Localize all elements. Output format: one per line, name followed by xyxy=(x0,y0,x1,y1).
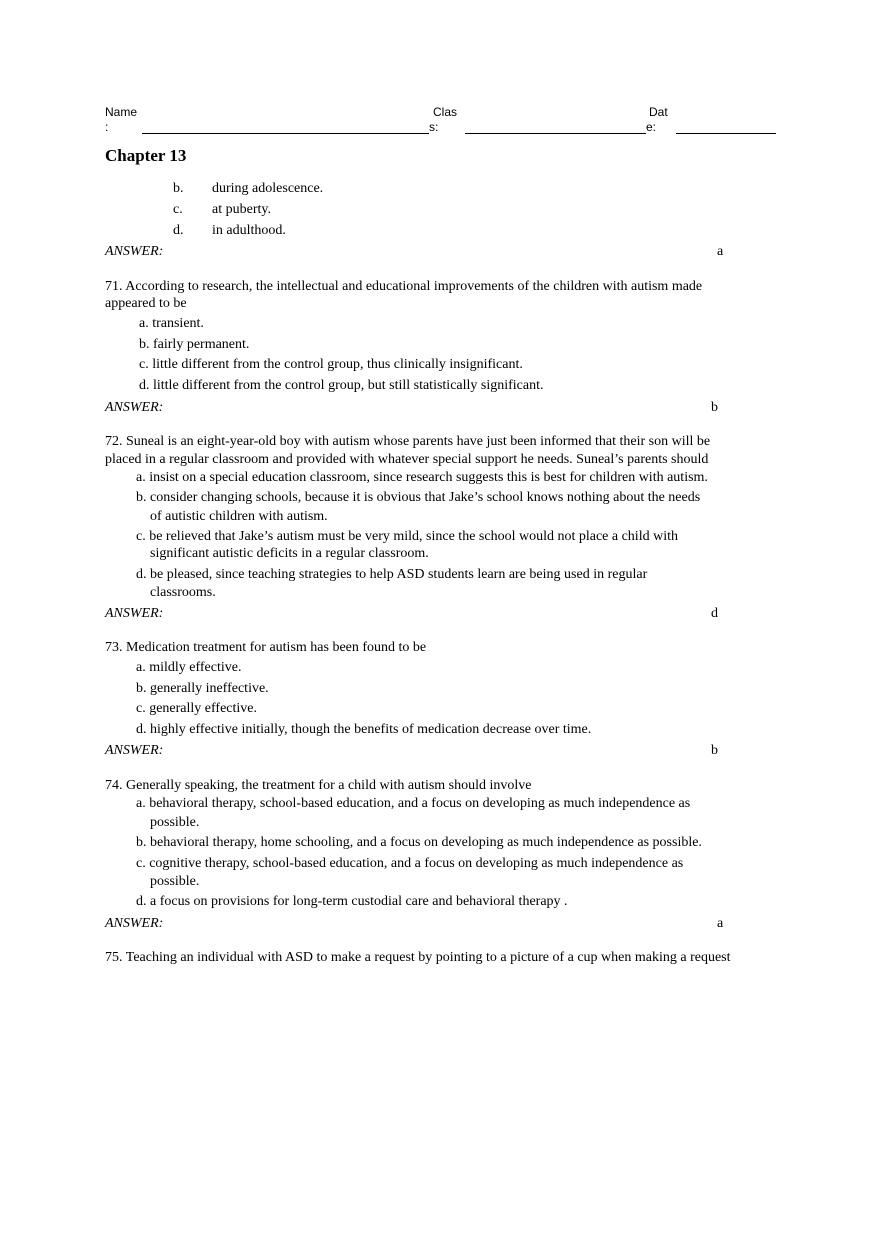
name-label: Name xyxy=(105,105,138,119)
choice: b. generally ineffective. xyxy=(136,681,269,696)
choice: d. a focus on provisions for long-term custodial care and behavioral therapy . xyxy=(136,894,568,909)
date-field-line xyxy=(676,133,776,134)
choice: a. insist on a special education classroom, since research suggests this is best for children with autism. xyxy=(136,470,708,485)
answer-value: a xyxy=(717,916,724,931)
choice: c. generally effective. xyxy=(136,701,258,716)
answer-value: b xyxy=(711,743,718,758)
date-label: Dat xyxy=(649,105,668,119)
choice: c. cognitive therapy, school-based education, and a focus on developing as much independence as xyxy=(136,856,684,871)
question-stem: 72. Suneal is an eight-year-old boy with autism whose parents have just been informed that their son will be xyxy=(105,434,711,449)
choice: a. transient. xyxy=(139,316,204,331)
question-stem: 73. Medication treatment for autism has been found to be xyxy=(105,640,427,655)
choice-continuation: possible. xyxy=(150,874,200,889)
answer-value: b xyxy=(711,400,718,415)
question-stem: 74. Generally speaking, the treatment for a child with autism should involve xyxy=(105,778,532,793)
date-label-colon: e: xyxy=(646,120,657,134)
answer-label: ANSWER: xyxy=(105,743,164,758)
class-label-colon: s: xyxy=(429,120,439,134)
answer-label: ANSWER: xyxy=(105,916,164,931)
choice: b. behavioral therapy, home schooling, and a focus on developing as much independence as possible. xyxy=(136,835,702,850)
question-stem: placed in a regular classroom and provided with whatever special support he needs. Suneal’s parents should xyxy=(105,452,709,467)
choice: b. consider changing schools, because it is obvious that Jake’s school knows nothing about the needs xyxy=(136,490,701,505)
chapter-title: Chapter 13 xyxy=(105,146,187,165)
choice-letter: c. xyxy=(173,202,183,217)
question-stem: appeared to be xyxy=(105,296,187,311)
choice-letter: b. xyxy=(173,181,184,196)
choice-continuation: classrooms. xyxy=(150,585,216,600)
choice: c. little different from the control group, thus clinically insignificant. xyxy=(139,357,523,372)
question-stem: 71. According to research, the intellectual and educational improvements of the children with autism made xyxy=(105,279,703,294)
class-label: Clas xyxy=(433,105,458,119)
choice: d. be pleased, since teaching strategies to help ASD students learn are being used in regular xyxy=(136,567,648,582)
choice: a. mildly effective. xyxy=(136,660,242,675)
answer-label: ANSWER: xyxy=(105,400,164,415)
answer-label: ANSWER: xyxy=(105,244,164,259)
choice-text: during adolescence. xyxy=(212,181,324,196)
question-stem: 75. Teaching an individual with ASD to make a request by pointing to a picture of a cup when making a request xyxy=(105,950,731,965)
choice-text: at puberty. xyxy=(212,202,271,217)
answer-value: d xyxy=(711,606,718,621)
choice: b. fairly permanent. xyxy=(139,337,250,352)
choice-letter: d. xyxy=(173,223,184,238)
answer-value: a xyxy=(717,244,724,259)
choice-continuation: of autistic children with autism. xyxy=(150,509,328,524)
choice-text: in adulthood. xyxy=(212,223,286,238)
name-label-colon: : xyxy=(105,120,109,134)
choice-continuation: possible. xyxy=(150,815,200,830)
class-field-line xyxy=(465,133,646,134)
choice: c. be relieved that Jake’s autism must be very mild, since the school would not place a child with xyxy=(136,529,678,544)
answer-label: ANSWER: xyxy=(105,606,164,621)
choice: a. behavioral therapy, school-based education, and a focus on developing as much independence as xyxy=(136,796,691,811)
name-field-line xyxy=(142,133,429,134)
choice: d. little different from the control group, but still statistically significant. xyxy=(139,378,544,393)
choice: d. highly effective initially, though the benefits of medication decrease over time. xyxy=(136,722,592,737)
choice-continuation: significant autistic deficits in a regular classroom. xyxy=(150,546,429,561)
